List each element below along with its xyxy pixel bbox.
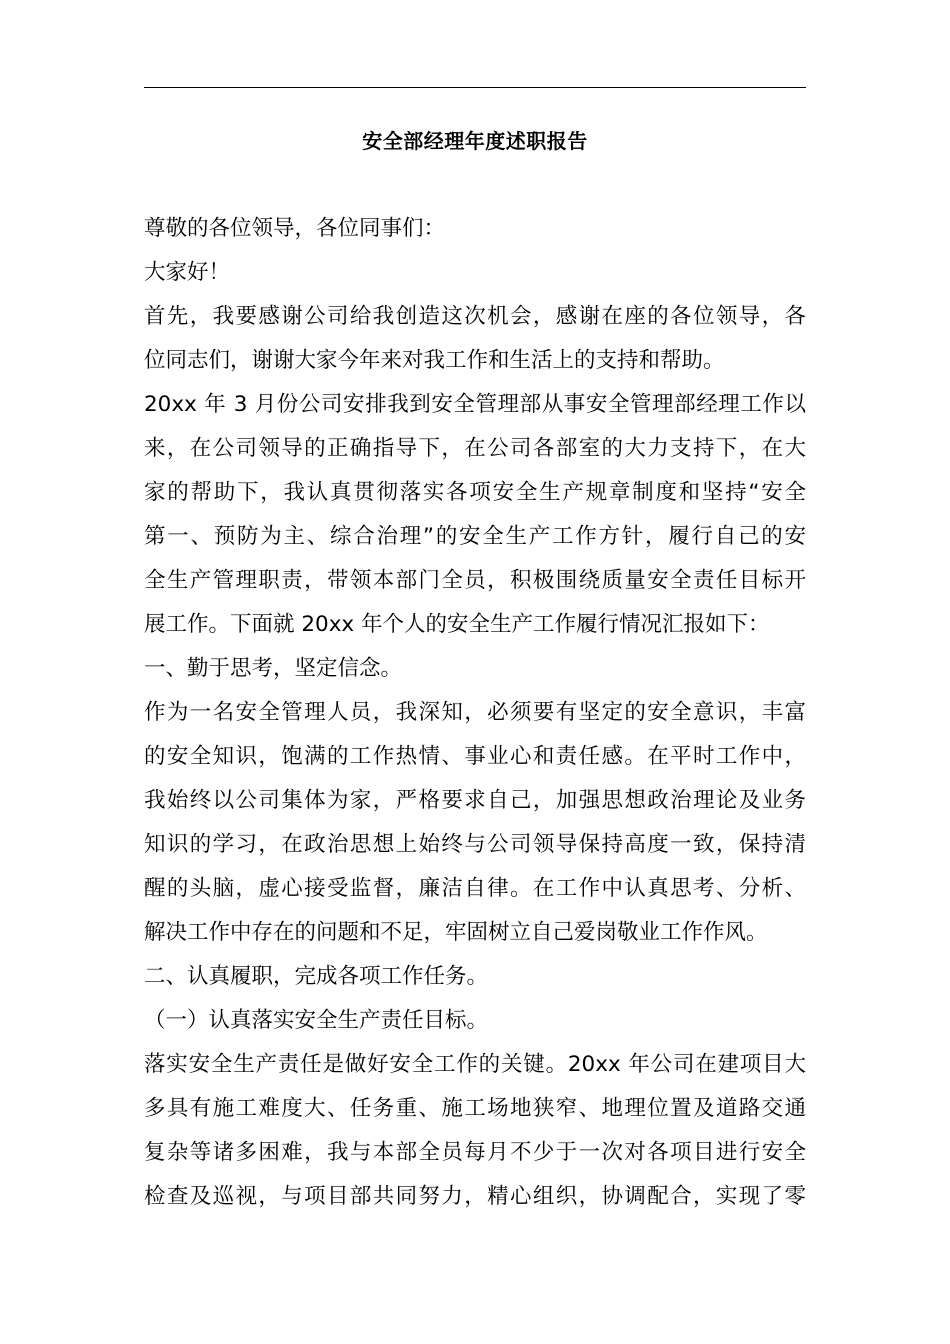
body-line: 知识的学习，在政治思想上始终与公司领导保持高度一致，保持清	[144, 832, 806, 857]
body-line: 第一、预防为主、综合治理”的安全生产工作方针，履行自己的安	[144, 524, 806, 549]
body-line: 醒的头脑，虚心接受监督，廉洁自律。在工作中认真思考、分析、	[144, 876, 806, 901]
body-line: 全生产管理职责，带领本部门全员，积极围绕质量安全责任目标开	[144, 568, 806, 593]
body-line: 落实安全生产责任是做好安全工作的关键。20xx 年公司在建项目大	[144, 1052, 806, 1077]
body-line: 复杂等诸多困难，我与本部全员每月不少于一次对各项目进行安全	[144, 1140, 806, 1165]
body-line: 一、勤于思考，坚定信念。	[144, 656, 403, 681]
body-line: 家的帮助下，我认真贯彻落实各项安全生产规章制度和坚持“安全	[144, 480, 806, 505]
body-line: 尊敬的各位领导，各位同事们：	[144, 216, 446, 241]
body-line: 来，在公司领导的正确指导下，在公司各部室的大力支持下，在大	[144, 436, 806, 461]
body-line: 多具有施工难度大、任务重、施工场地狭窄、地理位置及道路交通	[144, 1096, 806, 1121]
body-line: （一）认真落实安全生产责任目标。	[144, 1008, 489, 1033]
body-line: 检查及巡视，与项目部共同努力，精心组织，协调配合，实现了零	[144, 1184, 806, 1209]
body-line: 解决工作中存在的问题和不足，牢固树立自己爱岗敬业工作作风。	[144, 920, 768, 945]
body-line: 的安全知识，饱满的工作热情、事业心和责任感。在平时工作中，	[144, 744, 806, 769]
document-body	[144, 207, 806, 1219]
body-line: 位同志们，谢谢大家今年来对我工作和生活上的支持和帮助。	[144, 348, 725, 373]
body-line: 作为一名安全管理人员，我深知，必须要有坚定的安全意识，丰富	[144, 700, 806, 725]
body-line: 20xx 年 3 月份公司安排我到安全管理部从事安全管理部经理工作以	[144, 392, 806, 417]
body-line: 展工作。下面就 20xx 年个人的安全生产工作履行情况汇报如下：	[144, 612, 770, 637]
document-title: 安全部经理年度述职报告	[362, 129, 588, 153]
body-line: 首先，我要感谢公司给我创造这次机会，感谢在座的各位领导，各	[144, 304, 806, 329]
body-line: 大家好！	[144, 260, 231, 285]
body-line: 二、认真履职，完成各项工作任务。	[144, 964, 489, 989]
body-line: 我始终以公司集体为家，严格要求自己，加强思想政治理论及业务	[144, 788, 806, 813]
header-rule	[144, 87, 806, 88]
